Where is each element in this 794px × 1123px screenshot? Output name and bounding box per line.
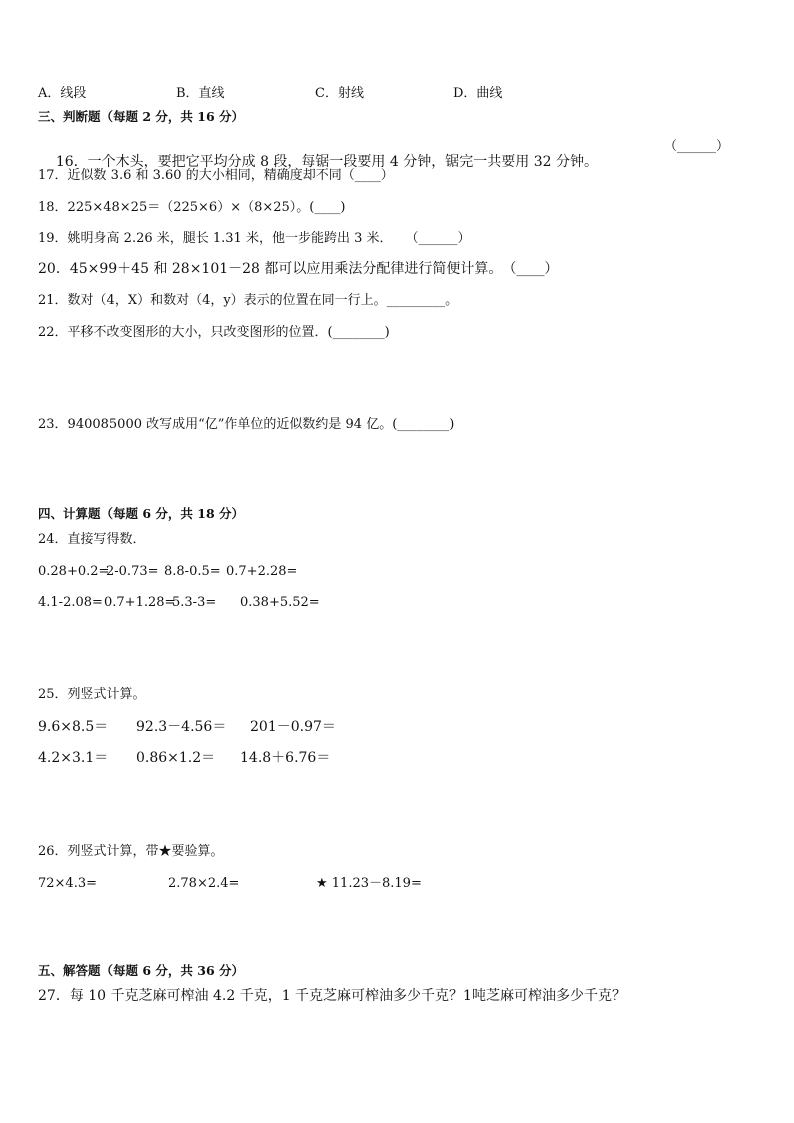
calc-24-2: 2-0.73= <box>106 564 159 579</box>
calc-24-1: 0.28+0.2= <box>38 564 110 579</box>
section3-heading: 三、判断题（每题 2 分，共 16 分） <box>38 109 245 124</box>
calc-26-2: 2.78×2.4= <box>168 876 240 891</box>
calc-24-3: 8.8-0.5= <box>164 564 221 579</box>
calc-25-2: 92.3－4.56＝ <box>136 719 227 735</box>
question-27: 27．每 10 千克芝麻可榨油 4.2 千克，1 千克芝麻可榨油多少千克？1吨芝麻可榨油多少千克？ <box>38 988 626 1004</box>
section4-heading: 四、计算题（每题 6 分，共 18 分） <box>38 506 245 521</box>
question-17: 17．近似数 3.6 和 3.60 的大小相同，精确度却不同（____） <box>38 168 394 183</box>
calc-24-7: 5.3-3= <box>172 595 217 610</box>
question-26-title: 26．列竖式计算，带★要验算。 <box>38 844 224 859</box>
calc-25-6: 14.8＋6.76＝ <box>240 750 331 766</box>
question-22: 22．平移不改变图形的大小，只改变图形的位置．(________) <box>38 325 390 340</box>
calc-25-5: 0.86×1.2＝ <box>136 750 216 766</box>
calc-26-1: 72×4.3= <box>38 876 98 891</box>
question-18: 18．225×48×25＝（225×6）×（8×25）。(____) <box>38 200 346 215</box>
option-a: A．线段 <box>38 86 87 101</box>
calc-24-6: 0.7+1.28= <box>104 595 176 610</box>
calc-25-1: 9.6×8.5＝ <box>38 719 109 735</box>
question-21: 21．数对（4，X）和数对（4，y）表示的位置在同一行上。_________。 <box>38 293 459 308</box>
option-c: C．射线 <box>315 86 364 101</box>
option-d: D．曲线 <box>453 86 503 101</box>
calc-25-4: 4.2×3.1＝ <box>38 750 109 766</box>
question-25-title: 25．列竖式计算。 <box>38 687 146 702</box>
calc-26-3: ★ 11.23－8.19= <box>316 876 422 891</box>
option-b: B．直线 <box>176 86 225 101</box>
question-19: 19．姚明身高 2.26 米，腿长 1.31 米，他一步能跨出 3 米． （______） <box>38 231 471 246</box>
question-16-text: 16．一个木头，要把它平均分成 8 段，每锯一段要用 4 分钟，锯完一共要用 32 分钟。 <box>55 154 598 170</box>
calc-24-8: 0.38+5.52= <box>240 595 320 610</box>
question-23: 23．940085000 改写成用“亿”作单位的近似数约是 94 亿。(________) <box>38 417 455 432</box>
question-20: 20．45×99＋45 和 28×101－28 都可以应用乘法分配律进行简便计算。 （____） <box>38 261 559 277</box>
question-24-title: 24．直接写得数． <box>38 532 146 547</box>
calc-24-4: 0.7+2.28= <box>226 564 298 579</box>
calc-25-3: 201－0.97＝ <box>250 719 336 735</box>
section5-heading: 五、解答题（每题 6 分，共 36 分） <box>38 963 245 978</box>
calc-24-5: 4.1-2.08= <box>38 595 103 610</box>
question-16-answer-blank[interactable]: （______） <box>664 139 730 154</box>
